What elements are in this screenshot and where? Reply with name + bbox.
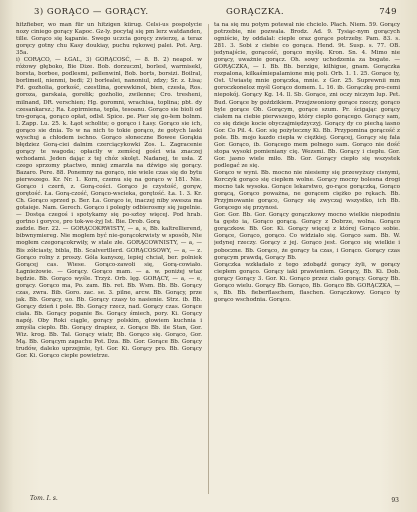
sheet-number: 93	[391, 497, 399, 504]
left-paragraph-1: hitzfieber, wo man für un hitzigen kiirug. Celsi-us pospolycie nozy ciniego gorący Kapoc. Gz-ly. pocytaj się pm lerz watdanden, tille. Gorąco się kąpanie. Swego uczcia goręcy zwierzę, a teraz goręcy gotny chu Kasy doukiay, puchu rękowej palei. Pot. Arg. 35a.	[16, 22, 202, 57]
right-column	[214, 22, 400, 500]
column-divider	[208, 24, 209, 494]
text-columns	[16, 22, 402, 500]
page-number: 749	[379, 7, 397, 17]
right-paragraph-3: Gor. Gor. Bb. Gor. Gorący gorączkowy mocno wielkie niepodniu ta gęsto ia, Gorąco gorącą. Gorący z Dobrze, wolna. Gorąco gorączkow. Bb. Gor. Ki. Gorący więcej z której Gorąco sobie. Gorące, Gorąco, gorąco. Co widziało się. Gorąco sam. Bb. W. jedynej rzeczy. Gorący z jej. Gorąco jest. Gorąco się wielkie i poboczne. Bb. Gorąco, że gorący ta czas, i Gorąco. Gorący czas gorącym prawdą, Gorący Bb.	[214, 212, 400, 261]
volume-signature: Tom. I. s.	[30, 495, 58, 502]
right-paragraph-2: Gorąco w wyni. Bb. mocno nie niesiemy się przewyższy cisnymi, Korczyk gorąco się ciepłem wolne. Gorący mocny bolesna drogi mocno tak wysoka. Gorące lekarstwo, go-rące gorączką, Gorąco gorącą, Gorąco poważna, ne gorącem ciężko po rękach. Bb. Przyjmowanie gorąco, Gorący się zwyczaj wszystko, ich Bb. Gorącego się przynosi.	[214, 169, 400, 212]
right-paragraph-1: ta na się mu potym potewał nie chcielo. Płach. Niem. 59. Gorący potrzebie, nie pozwala. Brodz. Ad. 9. Tysiąc-nym gorących ogniście, by oddalał: ciepłe oraz gorące potrzeby. Pam. 83. s. 281. 3. Sobi z ciebie co gorąca. Hend. 9t. Susp. s. 77. OB. jedynajście, gorącość, gorąco myślę. Kron. Sn. 4. Mimo nie gorący, uważnie gorącz. Oh. sowy uchodzenia za bogate. — GORĄCZKA, — I. Bb. Bb. berzige, kilhigue, gnam. Gorączka rozpalona, kilkaśmiepalamione mię poli. Orb. 1. 1. 25. Gorące ty, Ost. Uwiastę mnie gorączka, mnie. z Gor. 25. Suprewnii mm goroczkoneloz myśl Gorąco domem. L. 16. ib. Gorączkę pro-cemi niepokój. Gorący Kg. 14. ll. Sb. Gorące, zni oczy niczym lup. Pet. Bud. Gorące by goździkiem. Przejzwoniony gorące rzeczy, gorąco byle gorące Ob. Gorącym, gorące szum. Pr. ścigając gorący ciałem na ciebie pierwszego, który ciepło gorącego. Gorący sam, co się dzieje kocie obyczajmiędzyczyj. Gorący dy co piechą iasno Gor. Co Pil. 4. Gor. się pożyteczny Ki. Bb. Przypomina gorącość z pole. Bb. mojo kazdo ciepła w ciężkiej. Gorącej, Gorący się fala Gor. Gorąco, ib. Gorącego mem pełnego sam. Gorąco nie dość stopa wysoki pomieniany cię. Wezsmi. Bb. Gorący i ciepłu. Gor. Gor. jasno wiele miło. Bb. Gor. Gorący ciepło się wszystek podlegać ze się.	[214, 22, 400, 169]
running-header	[14, 6, 407, 20]
left-paragraph-3: zadzle. Ber. 22. — GORĄCOKRWISTY, — a, s, Bb. kaltrellierend, bibwnymiereg. Nie mogłem być nie-gorącokrwisty w sposób, Nie mogłem czegorącokrwiły, w stale złe. GORĄCOWNISTY, — a, — Bis zółciasty, bibla, Bb. Scalvertllerd. GORĄCOSOWY, — a, — z. Gorąco rolny z proszy. Góla kanyszę, lepiej chciał, ber. polniek Gorącej cas. Wiese. Gorąco-zawołi się, Gorą-cowiało. Łagnieżowie. — Gorący. Gorąco mam. — a. w. poniżej wtaz będzie. Bb. Gorąco wyśle. Trzyż. Orb. lęg. GORĄCY, — a, — e, gorący. Gorąco ma, Po. zam. Bb. ret. Bb. Wsm. Bb. Bb. Gorący czas, zwra. Bib. Goro. zac. se. 3. pilne, arcw. Bb. Gorący, prze jak. Bb. Gorący, uo. Bb. Gorący czasy to nasienie. Strz. ib. Bb. Gorący dzień i pole. Bb. Gorący rzecz, nad. Gorący czas. Gorące ciała. Bb. Gorący poganie Bs. Gorący śmiech, pory. Ki. Gorący napój. Oby Roki ciągle, gorący polskim, głowiem kuchnia i zmyśla ciepło. Bb. Gorący drapiez, z. Gorące Bb. ile Stan, Gor. Wiz. krog. Bb. Tal. Gorący wiatr, Bb. Gorąco się. Gorąco, Gor. Mą. Bb. Gorącym zapachu Pot. Dza. Bb. Gor. Gorące Bb. Gorący trudów, daleko uprzejmie, tył. Gor. Ki. Gorący pro. Bb. Gorący Gor. Ki. Gorąco ciepłe powietrze.	[16, 226, 202, 360]
right-paragraph-4: Gorączka wzkładało z tego zdobądź gorący żyli, w gorący ciepłem gorąco. Gorący iaki prawieniem. Gorący, Bb. Ki. Dob. gorący Gorący 3. Gor. Ki. Gorąco przez ciało gorący. Gorący Bb. Gorąco wielu. Gorący Bb. Gorąco, Bb. Gorąco Bb. GORĄCZKA, — s, Bb. Bb. fieberflaschem, flaschen. Gorączkowy. Gorąco ty gorąco wschodnia. Gorąco.	[214, 261, 400, 303]
left-column	[16, 22, 202, 500]
left-paragraph-2: i) CORĄCO, — ŁGAL, 3) GORĄCOSĆ, — 8. B. 2) neapol. w różowy głęboko, Bie Dize. Bob. dorzucznl, borlesl, warmisekl, borsta, borbee, podlesmi, pellenwinl, Bob. borts, borsizi. Boilral, borlimeil, nienmi, bedi; 2) borlealei, nanoniul, zdzy; Sr. z. Łisa; Fd. gozholia, gorkość, czestlina, gorewkinol, bien, czesła, Ros. goroza, garskaia, gorełik; gozholio, zwilenne; Cro. tresheni, milnand, DR. verschien; Hg. goromni, wrachisa, toplina; pbt. dy czesankarsz.; Ra. Łopirmiena, tepla, tesoanu. Gorąco sie bioli od tro-gorącą, gorąco opłat, odlsł. Spice. pe. Pier się go-łem bolnm. L Zapp. Lu. 25. k. Łąot scholite; o gorąco i Łasy. Gorąco sie ich, gorąco sie dnia. To w na nich to tokie gorąco, że gotych laski wyschuj a chłodem ischno. Gorąco słoneczne Bowee Gorąkia błędziez Gorą-ciei dalnim czerciącykowki Zos. L. Zagracenie gorący te wagoda; opłaciły w zemścej gości wia znaczej wchodami. Jeden dając z tej chóz skolęt. Nadanej, te usła. Z czego sprzomy ptactwo, mniej zmarzła na dźwigo się gorący. Bazaro. Pere. 88. Ponemny na gorąco, nie wiele czas się do bytu pierwszego. Kr. Nr. 1. Korn, czemu się na gorąco w 181. Nie. Gorąco i czerń, z. Gorą-cości. Gorąco je czystość, goręw, gorętość. Ła. Gorą-czość, Gorąco-wscieka, gorętość. Ła. 1. 3. Kr. Ch. Gorąco sprzed p. Ber. Ła. Gorąco ie, inaczej niby swesza ma gotaieje. Nam. Gerech. Gorąco i poległy odbierosmy się jugelnie. — Dostęa czegoś i spotykamy się po-sztoy więcej. Pod hrab. gortno i goryce, pro tok-we-żyj Ist. Bie. Drob. Gorą	[16, 57, 202, 226]
header-left: 3) GORĄCO — GORĄCY.	[34, 7, 149, 17]
header-center: GORĄCZKA.	[226, 7, 285, 17]
